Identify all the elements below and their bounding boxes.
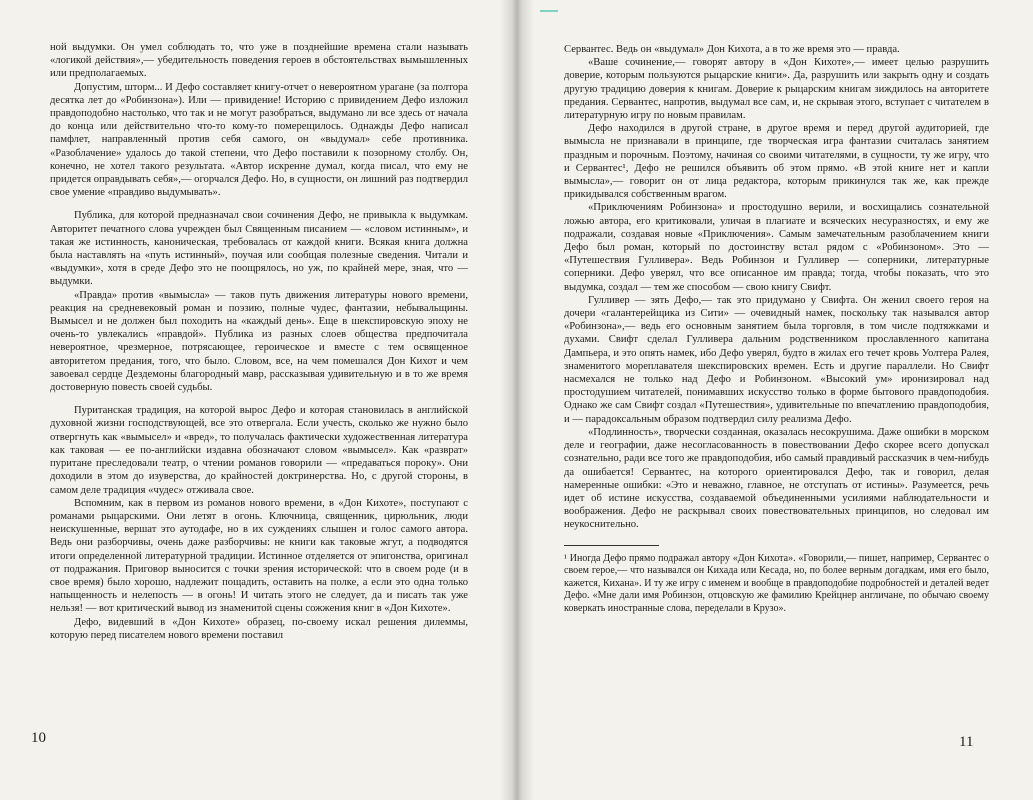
paragraph: «Подлинность», творчески созданная, оказалась несокрушима. Даже ошибки в морском деле и географии, даже несогласованность в повествовании Дефо скорее всего допускал сознательно, ради все того же правдоподобия, ибо самый правдивый рассказчик в чем-нибудь да ошибается! Сервантес, на которого ориентировался Дефо, так и говорил, делая намеренные ошибки: «Это и неважно, главное, не отступать от истины». Разумеется, речь идет об истине искусства, создаваемой объединенными усилиями наблюдательности и воображения. Дефо не раскрывал своих повествовательных принципов, но следовал им неукоснительно. bbox=[564, 426, 989, 531]
paragraph: ной выдумки. Он умел соблюдать то, что уже в позднейшие времена стали называть «логикой действия»,— убедительность поведения героев в обстоятельствах вымышленных или предполагаемых. bbox=[50, 42, 468, 80]
paragraph: Дефо, видевший в «Дон Кихоте» образец, по-своему искал решения дилеммы, которую перед писателем нового времени поставил bbox=[50, 616, 468, 641]
left-page bbox=[0, 0, 500, 800]
paragraph: Пуританская традиция, на которой вырос Дефо и которая становилась в английской духовной жизни господствующей, все это отвергала. Если учесть, сколько же нужно было отвергнуть как «вымысел» и «вред», то получалась фактически художественная литература как таковая — ее по-английски издавна обозначают словом «вымысел». Как «разврат» пуритане преследовали театр, о чтении романов говорили — «предаваться пороку». Они доходили в этом до изуверства, до крайностей доктринерства. Но, с другой стороны, в самом деле традиция «чудес» отживала свое. bbox=[50, 405, 468, 496]
paragraph: Сервантес. Ведь он «выдумал» Дон Кихота, а в то же время это — правда. bbox=[564, 44, 900, 55]
footnote: ¹ Иногда Дефо прямо подражал автору «Дон Кихота». «Говорили,— пишет, например, Сервантес о своем герое,— что назывался он Кихада или Кесада, но, по более верным догадкам, имя его было, кажется, Кихана». И ту же игру с именем и вообще в правдоподобие подробностей и деталей ведет Дефо. «Мне дали имя Робинзон, отцовскую же фамилию Крейцнер англичане, по обычаю своему коверкать иностранные слова, переделали в Крузо». bbox=[564, 552, 989, 614]
footnote-divider bbox=[564, 545, 659, 546]
paragraph: Допустим, шторм... И Дефо составляет книгу-отчет о невероятном урагане (за полтора десятка лет до «Робинзона»). Или — привидение! Историю с привидением Дефо изложил правдоподобно настолько, что так и не могут разобраться, выдумано ли все здесь от начала до конца или действительно что-то кому-то померещилось. Однажды Дефо написал памфлет, направленный против себя самого, он «выдумал» себе противника. «Разоблачение» удалось до такой степени, что Дефо поставили к позорному столбу. Он, конечно, не хотел такого результата. «Автор искренне думал, когда писал, что ему не придется оправдывать себя»,— огорчался Дефо. Но, в сущности, он лишний раз подтвердил свое умение «правдиво выдумывать». bbox=[50, 81, 468, 199]
paragraph: Публика, для которой предназначал свои сочинения Дефо, не привыкла к выдумкам. Авторитет печатного слова учрежден был Священным писанием — «словом истинным», и такая же истинность, каноническая, требовалась от каждой книги. Всякая книга должна была наставлять на «путь истинный», поучая или сообщая полезные сведения. Читали и «выдумки», хотя в среде Дефо это не поощрялось, но уж, по крайней мере, зная, что — выдумки. bbox=[50, 210, 468, 288]
right-page bbox=[534, 0, 1033, 800]
right-page-text bbox=[564, 43, 989, 615]
paragraph: «Ваше сочинение,— говорят автору в «Дон Кихоте»,— имеет целью разрушить доверие, которым пользуются рыцарские книги». Да, разрушить или закрыть одну и создать другую традицию доверия к книгам. Доверие к рыцарским книгам зиждилось на авторитете предания. Сервантес, напротив, выдумал все сам, и, не скрывая этого, вступает с читателем в литературную игру по новым правилам. bbox=[564, 57, 989, 122]
paragraph: Вспомним, как в первом из романов нового времени, в «Дон Кихоте», поступают с романами рыцарскими. Они летят в огонь. Ключница, священник, цирюльник, люди неискушенные, вершат это аутодафе, но в их суждениях слышен и голос самого автора. Ведь они разборчивы, очень даже разборчивы: не книги как таковые жгут, а подводятся итоги определенной литературной традиции. Истинное отделяется от эпигонства, оригинал от подражания. Приговор выносится с точки зрения исторической: что в своем роде (и в свое время) было хорошо, надлежит пощадить, оставить на полке, а если это одна только напыщенность и нелепость — в огонь! И читать этого не следует, да и писать так уже нельзя! — вот критический вывод из знаменитой сцены сожжения книг в «Дон Кихоте». bbox=[50, 497, 468, 615]
paragraph: Гулливер — зять Дефо,— так это придумано у Свифта. Он женил своего героя на дочери «галантерейщика из Сити» — очевидный намек, поскольку так назывался автор «Робинзона»,— ведь его основным занятием была торговля, в том числе подтяжками и духами. Свифт сделал Гулливера дальним родственником прославленного капитана Дампьера, и это опять намек, ибо Дефо уверял, будто в жилах его течет кровь Уолтера Ралея, знаменитого мореплавателя шекспировских времен. Есть и другие параллели. Но Свифт насмехался не только над Дефо и Робинзоном. «Высокий ум» иронизировал над простодушием читателей, понимавших искусство только в форме бытового правдоподобия. Однако же сам Свифт создал «Путешествия», удивительные по впечатлению правдоподобия, и — парадоксальным образом подтвердил силу реализма Дефо. bbox=[564, 294, 989, 425]
paragraph: «Приключениям Робинзона» и простодушно верили, и восхищались сознательной ложью автора, его критиковали, уличая в плагиате и всяческих несуразностях, и ему же подражали, создавая новые «Приключения». Самым замечательным разоблачением книги Дефо был роман, который по достоинству встал рядом с «Робинзоном». Это — «Путешествия Гулливера». Ведь Робинзон и Гулливер — соперники, литературные соперники. Дефо уверял, что все описанное им правда; тогда, чтобы показать, что это выдумка, создал — тем же способом — свою книгу Свифт. bbox=[564, 202, 989, 293]
book-gutter bbox=[500, 0, 534, 800]
page-number: 10 bbox=[31, 730, 46, 746]
page-number: 11 bbox=[959, 734, 974, 750]
paragraph: Дефо находился в другой стране, в другое время и перед другой аудиторией, где вымысла не признавали в принципе, где творческая игра фантазии считалась занятием праздным и порочным. Поэтому, начиная со своими читателями, в сущности, ту же игру, что и Сервантес¹, Дефо не решился объявить об этом прямо. «В этой книге нет и капли вымысла»,— говорит он от лица редактора, которым прикинулся так же, как прежде прикидывался собственным врагом. bbox=[564, 123, 989, 201]
paragraph: «Правда» против «вымысла» — таков путь движения литературы нового времени, реакция на средневековый роман и поэзию, полные чудес, фантазии, небывальщины. Вымысел и не должен был походить на «каждый день». Еще в шекспировскую эпоху не очень-то увлекались «правдой». Публика из разных слоев общества предпочитала невероятное, чрезмерное, потрясающее, героическое и вместе с тем освященное авторитетом предания, того, что было. Словом, все, на чем помешался Дон Кихот и чем завоевал сердце Дездемоны благородный мавр, рассказывая удивительную и в то же время достоверную повесть своей судьбы. bbox=[50, 289, 468, 394]
left-page-text bbox=[50, 41, 468, 642]
